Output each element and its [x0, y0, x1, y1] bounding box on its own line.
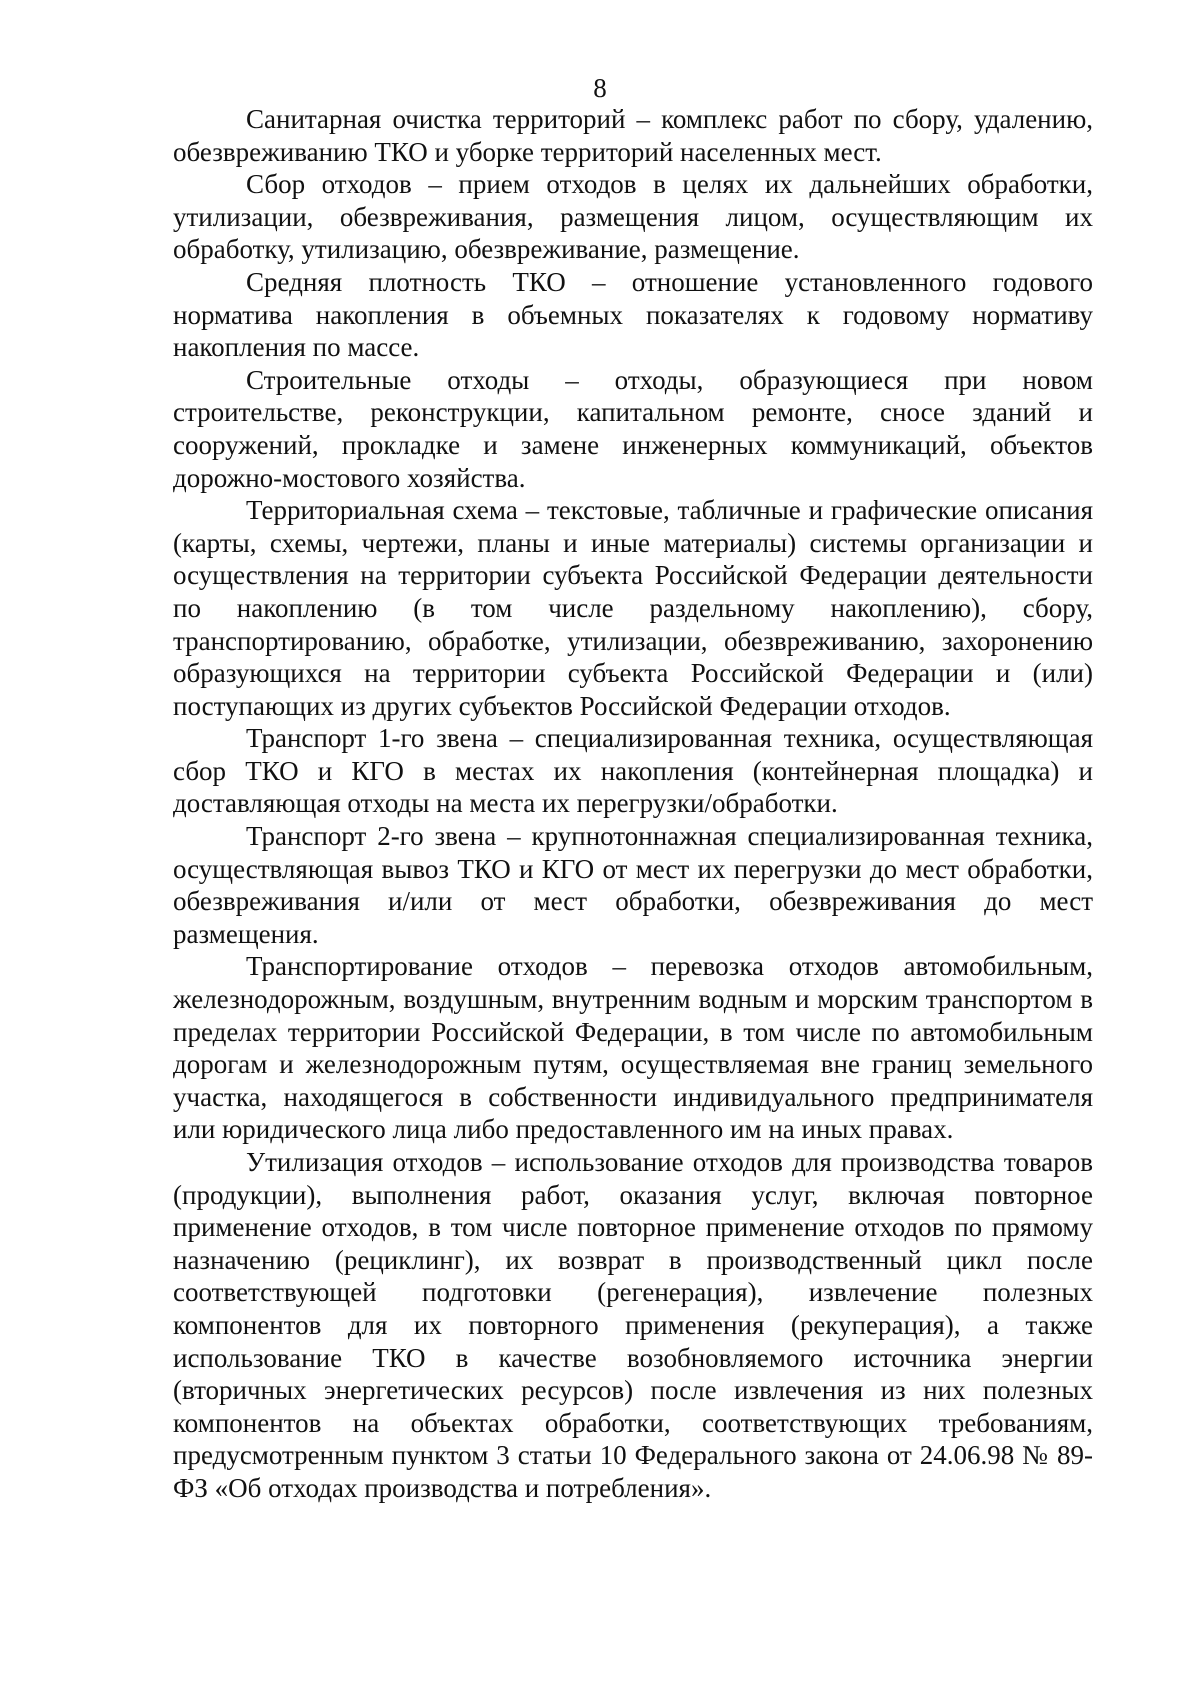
document-body — [173, 103, 1093, 1505]
paragraph-average-density: Средняя плотность ТКО – отношение установленного годового норматива накопления в объемных показателях к годовому нормативу накопления по массе. — [173, 266, 1093, 363]
paragraph-waste-utilization: Утилизация отходов – использование отходов для производства товаров (продукции), выполнения работ, оказания услуг, включая повторное применение отходов, в том числе повторное применение отходов по прямому назначению (рециклинг), их возврат в производственный цикл после соответствующей подготовки (регенерация), извлечение полезных компонентов для их повторного применения (рекуперация), а также использование ТКО в качестве возобновляемого источника энергии (вторичных энергетических ресурсов) после извлечения из них полезных компонентов на объектах обработки, соответствующих требованиям, предусмотренным пунктом 3 статьи 10 Федерального закона от 24.06.98 № 89-ФЗ «Об отходах производства и потребления». — [173, 1147, 1093, 1503]
paragraph-waste-transportation: Транспортирование отходов – перевозка отходов автомобильным, железнодорожным, воздушным, внутренним водным и морским транспортом в пределах территории Российской Федерации, в том числе по автомобильным дорогам и железнодорожным путям, осуществляемая вне границ земельного участка, находящегося в собственности индивидуального предпринимателя или юридического лица либо предоставленного им на иных правах. — [173, 951, 1093, 1145]
paragraph-sanitary-cleaning: Санитарная очистка территорий – комплекс работ по сбору, удалению, обезвреживанию ТКО и уборке территорий населенных мест. — [173, 104, 1093, 167]
paragraph-waste-collection: Сбор отходов – прием отходов в целях их дальнейших обработки, утилизации, обезвреживания, размещения лицом, осуществляющим их обработку, утилизацию, обезвреживание, размещение. — [173, 169, 1093, 265]
page-number: 8 — [593, 73, 607, 103]
paragraph-territorial-scheme: Территориальная схема – текстовые, табличные и графические описания (карты, схемы, чертежи, планы и иные материалы) системы организации и осуществления на территории субъекта Российской Федерации деятельности по накоплению (в том числе раздельному накоплению), сбору, транспортированию, обработке, утилизации, обезвреживанию, захоронению образующихся на территории субъекта Российской Федерации и (или) поступающих из других субъектов Российской Федерации отходов. — [173, 495, 1093, 721]
paragraph-transport-second-tier: Транспорт 2-го звена – крупнотоннажная специализированная техника, осуществляющая вывоз ТКО и КГО от мест их перегрузки до мест обработки, обезвреживания и/или от мест обработки, обезвреживания до мест размещения. — [173, 821, 1093, 949]
paragraph-construction-waste: Строительные отходы – отходы, образующиеся при новом строительстве, реконструкции, капитальном ремонте, сносе зданий и сооружений, прокладке и замене инженерных коммуникаций, объектов дорожно-мостового хозяйства. — [173, 364, 1093, 493]
paragraph-transport-first-tier: Транспорт 1-го звена – специализированная техника, осуществляющая сбор ТКО и КГО в местах их накопления (контейнерная площадка) и доставляющая отходы на места их перегрузки/обработки. — [173, 723, 1093, 819]
